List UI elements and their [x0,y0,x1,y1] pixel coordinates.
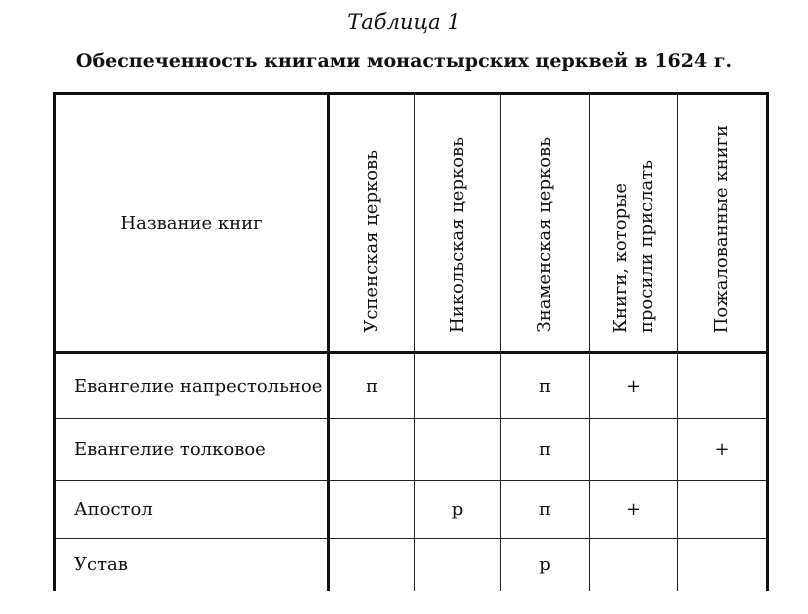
table-cell [329,481,415,539]
table-cell [590,419,678,481]
table-cell [415,419,501,481]
book-name: Евангелие напрестольное [55,353,329,419]
table-cell: р [415,481,501,539]
column-header-requested-books: Книги, которые просили прислать [590,94,678,353]
book-name: Устав [55,539,329,591]
table-cell: п [501,419,590,481]
table-title: Обеспеченность книгами монастырских церквей в 1624 г. [75,50,733,72]
table-cell: + [678,419,768,481]
table-cell [678,353,768,419]
column-header-nikolskaya: Никольская церковь [415,94,501,353]
table-cell [415,353,501,419]
book-name: Евангелие толковое [55,419,329,481]
table-cell: + [590,481,678,539]
column-header-granted-books: Пожалованные книги [678,94,768,353]
table-cell [329,539,415,591]
table-row [55,539,768,591]
table-cell [590,539,678,591]
table-cell: + [590,353,678,419]
table-cell [415,539,501,591]
column-header-uspenskaya: Успенская церковь [329,94,415,353]
table-cell [678,539,768,591]
table-caption: Таблица 1 [347,10,461,34]
books-table [53,92,769,591]
table-cell: п [329,353,415,419]
table-cell [678,481,768,539]
table-cell: р [501,539,590,591]
table-cell: п [501,481,590,539]
table-cell: п [501,353,590,419]
header-row [55,94,768,353]
table-row [55,419,768,481]
name-column-header: Название книг [55,94,329,353]
table-row [55,481,768,539]
column-header-znamenskaya: Знаменская церковь [501,94,590,353]
book-name: Апостол [55,481,329,539]
table-row [55,353,768,419]
table-cell [329,419,415,481]
